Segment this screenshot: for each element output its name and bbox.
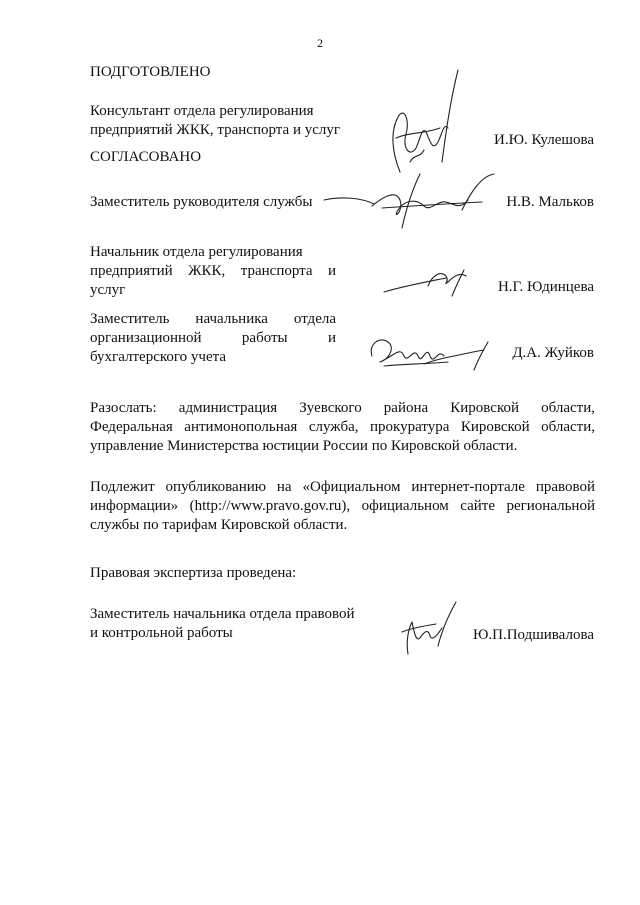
agreed-signer-2-position-line1: Начальник отдела регулирования [90,244,303,260]
publication-line2: информации» (http://www.pravo.gov.ru), официальном сайте региональной [90,498,595,514]
distribution-paragraph [90,399,595,456]
publication-line3: службы по тарифам Кировской области. [90,517,348,533]
agreed-signer-3-position [90,310,336,367]
prepared-name: И.Ю. Кулешова [494,132,594,148]
legal-review-position-line1: Заместитель начальника отдела правовой [90,606,355,622]
agreed-signer-2-position [90,243,336,300]
agreed-heading: СОГЛАСОВАНО [90,149,202,165]
legal-review-position-line2: и контрольной работы [90,625,233,641]
legal-review-text: Правовая экспертиза проведена: [90,565,297,581]
distribution-line3: управление Министерства юстиции России по Кировской области. [90,438,518,454]
distribution-line1: Разослать: администрация Зуевского района Кировской области, [90,400,595,416]
agreed-signer-3-position-line1: Заместитель начальника отдела [90,311,336,327]
agreed-signer-2-position-line3: услуг [90,282,126,298]
publication-paragraph [90,478,595,535]
legal-review-position [90,605,390,643]
agreed-signer-3-position-line2: организационной работы и [90,330,336,346]
agreed-signer-3-name: Д.А. Жуйков [512,345,594,361]
agreed-signer-2-name: Н.Г. Юдинцева [497,279,594,295]
signature-yudintseva [380,256,480,306]
prepared-position-line1: Консультант отдела регулирования [90,103,314,119]
prepared-position [90,102,390,140]
distribution-line2: Федеральная антимонопольная служба, прокуратура Кировской области, [90,419,595,435]
prepared-heading: ПОДГОТОВЛЕНО [90,64,211,80]
signature-kuleshova [380,62,470,182]
agreed-signer-1-name: Н.В. Мальков [506,194,594,210]
signature-malkov [322,170,502,230]
agreed-signer-2-position-line2: предприятий ЖКК, транспорта и [90,263,336,279]
page-number: 2 [317,36,323,50]
legal-review-name: Ю.П.Подшивалова [472,627,594,643]
agreed-signer-1-position: Заместитель руководителя службы [90,194,313,210]
prepared-position-line2: предприятий ЖКК, транспорта и услуг [90,122,341,138]
signature-zhuikov [364,326,494,376]
signature-podshivalova [398,598,468,658]
agreed-signer-3-position-line3: бухгалтерского учета [90,349,227,365]
publication-line1: Подлежит опубликованию на «Официальном интернет-портале правовой [90,479,595,495]
